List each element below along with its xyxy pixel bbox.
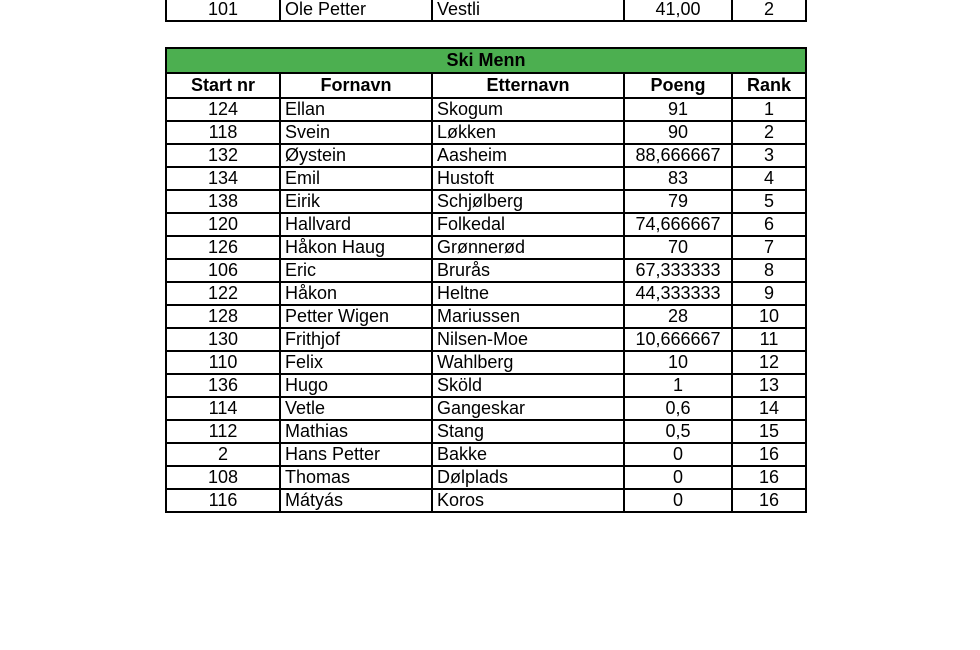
rank-cell: 1 [732, 98, 806, 121]
start-nr-cell: 132 [166, 144, 280, 167]
start-nr-cell: 2 [166, 443, 280, 466]
score-cell: 79 [624, 190, 732, 213]
rank-cell: 10 [732, 305, 806, 328]
score-cell: 41,00 [624, 0, 732, 21]
last-name-cell: Folkedal [432, 213, 624, 236]
score-cell: 91 [624, 98, 732, 121]
start-nr-cell: 101 [166, 0, 280, 21]
last-name-cell: Hustoft [432, 167, 624, 190]
first-name-cell: Håkon [280, 282, 432, 305]
score-cell: 88,666667 [624, 144, 732, 167]
table-row [166, 374, 806, 397]
rank-cell: 7 [732, 236, 806, 259]
table-row [166, 466, 806, 489]
last-name-cell: Gangeskar [432, 397, 624, 420]
first-name-cell: Felix [280, 351, 432, 374]
first-name-cell: Ole Petter [280, 0, 432, 21]
score-cell: 0 [624, 466, 732, 489]
table-row [166, 489, 806, 512]
table-row [166, 397, 806, 420]
rank-cell: 16 [732, 443, 806, 466]
rank-cell: 6 [732, 213, 806, 236]
start-nr-cell: 106 [166, 259, 280, 282]
rank-cell: 4 [732, 167, 806, 190]
start-nr-cell: 126 [166, 236, 280, 259]
title-row [166, 48, 806, 73]
table-body [166, 98, 806, 512]
rank-cell: 15 [732, 420, 806, 443]
score-cell: 44,333333 [624, 282, 732, 305]
first-name-cell: Hugo [280, 374, 432, 397]
first-name-cell: Eric [280, 259, 432, 282]
rank-cell: 16 [732, 489, 806, 512]
last-name-cell: Stang [432, 420, 624, 443]
rank-cell: 2 [732, 121, 806, 144]
column-header-etternavn: Etternavn [432, 73, 624, 98]
rank-cell: 8 [732, 259, 806, 282]
first-name-cell: Petter Wigen [280, 305, 432, 328]
last-name-cell: Bakke [432, 443, 624, 466]
table-row [166, 443, 806, 466]
column-header-poeng: Poeng [624, 73, 732, 98]
start-nr-cell: 114 [166, 397, 280, 420]
rank-cell: 16 [732, 466, 806, 489]
score-cell: 1 [624, 374, 732, 397]
first-name-cell: Thomas [280, 466, 432, 489]
last-name-cell: Grønnerød [432, 236, 624, 259]
start-nr-cell: 110 [166, 351, 280, 374]
first-name-cell: Frithjof [280, 328, 432, 351]
column-header-start-nr: Start nr [166, 73, 280, 98]
score-cell: 28 [624, 305, 732, 328]
first-name-cell: Hallvard [280, 213, 432, 236]
ski-menn-table [165, 47, 807, 513]
first-name-cell: Ellan [280, 98, 432, 121]
last-name-cell: Aasheim [432, 144, 624, 167]
table-row [166, 144, 806, 167]
start-nr-cell: 118 [166, 121, 280, 144]
start-nr-cell: 108 [166, 466, 280, 489]
table-row [166, 190, 806, 213]
start-nr-cell: 130 [166, 328, 280, 351]
last-name-cell: Sköld [432, 374, 624, 397]
previous-table-body [166, 0, 806, 21]
rank-cell: 11 [732, 328, 806, 351]
table-head [166, 48, 806, 98]
start-nr-cell: 134 [166, 167, 280, 190]
first-name-cell: Hans Petter [280, 443, 432, 466]
first-name-cell: Øystein [280, 144, 432, 167]
start-nr-cell: 138 [166, 190, 280, 213]
last-name-cell: Dølplads [432, 466, 624, 489]
table-row [166, 259, 806, 282]
score-cell: 70 [624, 236, 732, 259]
table-row [166, 0, 806, 21]
table-row [166, 328, 806, 351]
score-cell: 67,333333 [624, 259, 732, 282]
last-name-cell: Mariussen [432, 305, 624, 328]
score-cell: 74,666667 [624, 213, 732, 236]
table-row [166, 236, 806, 259]
score-cell: 10 [624, 351, 732, 374]
rank-cell: 5 [732, 190, 806, 213]
first-name-cell: Svein [280, 121, 432, 144]
first-name-cell: Mathias [280, 420, 432, 443]
table-row [166, 420, 806, 443]
table-row [166, 351, 806, 374]
last-name-cell: Vestli [432, 0, 624, 21]
last-name-cell: Løkken [432, 121, 624, 144]
table-row [166, 121, 806, 144]
last-name-cell: Heltne [432, 282, 624, 305]
score-cell: 0,6 [624, 397, 732, 420]
table-row [166, 213, 806, 236]
score-cell: 83 [624, 167, 732, 190]
column-header-fornavn: Fornavn [280, 73, 432, 98]
column-header-rank: Rank [732, 73, 806, 98]
table-title: Ski Menn [166, 48, 806, 73]
table-row [166, 167, 806, 190]
rank-cell: 3 [732, 144, 806, 167]
rank-cell: 14 [732, 397, 806, 420]
score-cell: 0 [624, 489, 732, 512]
first-name-cell: Vetle [280, 397, 432, 420]
first-name-cell: Eirik [280, 190, 432, 213]
header-row [166, 73, 806, 98]
last-name-cell: Schjølberg [432, 190, 624, 213]
last-name-cell: Skogum [432, 98, 624, 121]
rank-cell: 9 [732, 282, 806, 305]
start-nr-cell: 136 [166, 374, 280, 397]
last-name-cell: Koros [432, 489, 624, 512]
first-name-cell: Håkon Haug [280, 236, 432, 259]
score-cell: 10,666667 [624, 328, 732, 351]
table-row [166, 98, 806, 121]
first-name-cell: Emil [280, 167, 432, 190]
rank-cell: 13 [732, 374, 806, 397]
score-cell: 0 [624, 443, 732, 466]
last-name-cell: Brurås [432, 259, 624, 282]
start-nr-cell: 122 [166, 282, 280, 305]
start-nr-cell: 124 [166, 98, 280, 121]
start-nr-cell: 116 [166, 489, 280, 512]
last-name-cell: Wahlberg [432, 351, 624, 374]
first-name-cell: Mátyás [280, 489, 432, 512]
table-row [166, 305, 806, 328]
previous-results-table [165, 0, 807, 22]
start-nr-cell: 120 [166, 213, 280, 236]
rank-cell: 12 [732, 351, 806, 374]
table-row [166, 282, 806, 305]
start-nr-cell: 128 [166, 305, 280, 328]
rank-cell: 2 [732, 0, 806, 21]
score-cell: 0,5 [624, 420, 732, 443]
last-name-cell: Nilsen-Moe [432, 328, 624, 351]
score-cell: 90 [624, 121, 732, 144]
start-nr-cell: 112 [166, 420, 280, 443]
